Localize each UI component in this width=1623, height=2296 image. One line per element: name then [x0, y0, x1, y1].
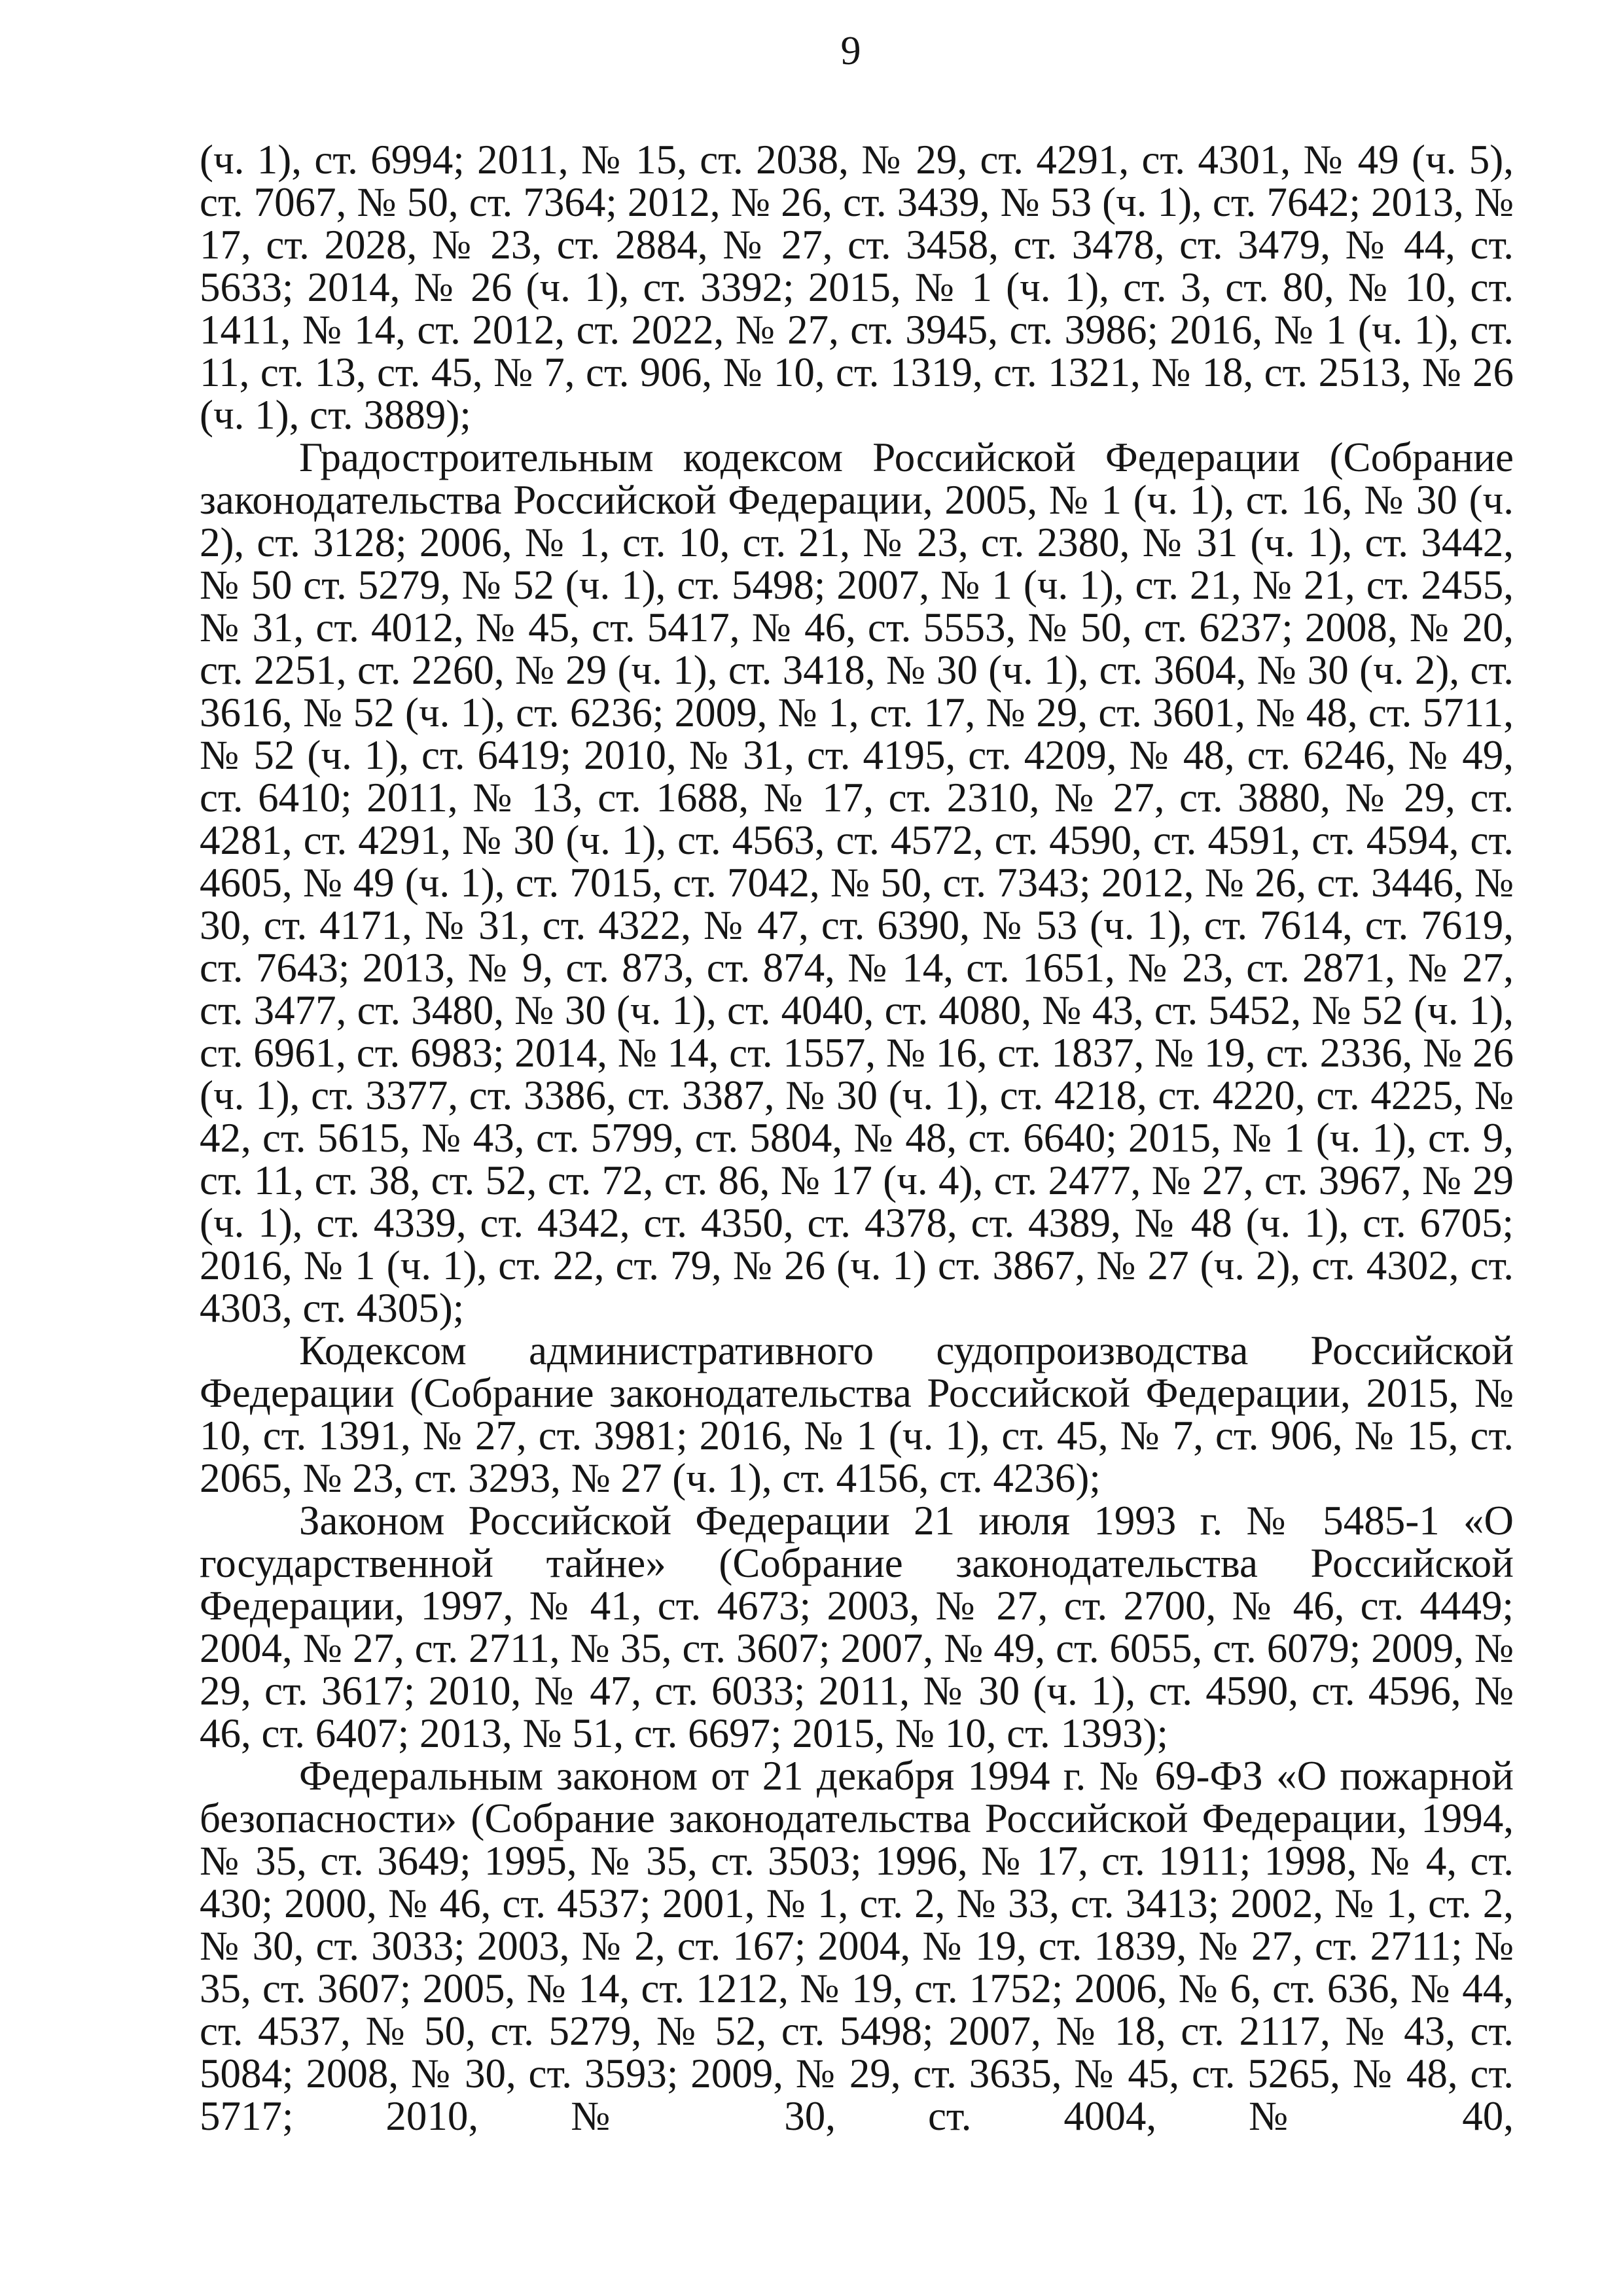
paragraph-fire-safety-law: Федеральным законом от 21 декабря 1994 г. № 69-ФЗ «О пожарной безопасности» (Собрание законодательства Российской Федерации, 1994, № 35, ст. 3649; 1995, № 35, ст. 3503; 1996, № 17, ст. 1911; 1998, № 4, ст. 430; 2000, № 46, ст. 4537; 2001, № 1, ст. 2, № 33, ст. 3413; 2002, № 1, ст. 2, № 30, ст. 3033; 2003, № 2, ст. 167; 2004, № 19, ст. 1839, № 27, ст. 2711; № 35, ст. 3607; 2005, № 14, ст. 1212, № 19, ст. 1752; 2006, № 6, ст. 636, № 44, ст. 4537, № 50, ст. 5279, № 52, ст. 5498; 2007, № 18, ст. 2117, № 43, ст. 5084; 2008, № 30, ст. 3593; 2009, № 29, ст. 3635, № 45, ст. 5265, № 48, ст. 5717; 2010, № 30, ст. 4004, № 40, — [200, 1753, 1514, 2139]
paragraph-urban-planning-code: Градостроительным кодексом Российской Федерации (Собрание законодательства Российской Федерации, 2005, № 1 (ч. 1), ст. 16, № 30 (ч. 2), ст. 3128; 2006, № 1, ст. 10, ст. 21, № 23, ст. 2380, № 31 (ч. 1), ст. 3442, № 50 ст. 5279, № 52 (ч. 1), ст. 5498; 2007, № 1 (ч. 1), ст. 21, № 21, ст. 2455, № 31, ст. 4012, № 45, ст. 5417, № 46, ст. 5553, № 50, ст. 6237; 2008, № 20, ст. 2251, ст. 2260, № 29 (ч. 1), ст. 3418, № 30 (ч. 1), ст. 3604, № 30 (ч. 2), ст. 3616, № 52 (ч. 1), ст. 6236; 2009, № 1, ст. 17, № 29, ст. 3601, № 48, ст. 5711, № 52 (ч. 1), ст. 6419; 2010, № 31, ст. 4195, ст. 4209, № 48, ст. 6246, № 49, ст. 6410; 2011, № 13, ст. 1688, № 17, ст. 2310, № 27, ст. 3880, № 29, ст. 4281, ст. 4291, № 30 (ч. 1), ст. 4563, ст. 4572, ст. 4590, ст. 4591, ст. 4594, ст. 4605, № 49 (ч. 1), ст. 7015, ст. 7042, № 50, ст. 7343; 2012, № 26, ст. 3446, № 30, ст. 4171, № 31, ст. 4322, № 47, ст. 6390, № 53 (ч. 1), ст. 7614, ст. 7619, ст. 7643; 2013, № 9, ст. 873, ст. 874, № 14, ст. 1651, № 23, ст. 2871, № 27, ст. 3477, ст. 3480, № 30 (ч. 1), ст. 4040, ст. 4080, № 43, ст. 5452, № 52 (ч. 1), ст. 6961, ст. 6983; 2014, № 14, ст. 1557, № 16, ст. 1837, № 19, ст. 2336, № 26 (ч. 1), ст. 3377, ст. 3386, ст. 3387, № 30 (ч. 1), ст. 4218, ст. 4220, ст. 4225, № 42, ст. 5615, № 43, ст. 5799, ст. 5804, № 48, ст. 6640; 2015, № 1 (ч. 1), ст. 9, ст. 11, ст. 38, ст. 52, ст. 72, ст. 86, № 17 (ч. 4), ст. 2477, № 27, ст. 3967, № 29 (ч. 1), ст. 4339, ст. 4342, ст. 4350, ст. 4378, ст. 4389, № 48 (ч. 1), ст. 6705; 2016, № 1 (ч. 1), ст. 22, ст. 79, № 26 (ч. 1) ст. 3867, № 27 (ч. 2), ст. 4302, ст. 4303, ст. 4305); — [200, 434, 1514, 1331]
paragraph-administrative-procedure-code: Кодексом административного судопроизводства Российской Федерации (Собрание законодательства Российской Федерации, 2015, № 10, ст. 1391, № 27, ст. 3981; 2016, № 1 (ч. 1), ст. 45, № 7, ст. 906, № 15, ст. 2065, № 23, ст. 3293, № 27 (ч. 1), ст. 4156, ст. 4236); — [200, 1328, 1514, 1501]
document-body — [200, 139, 1514, 2138]
page-number: 9 — [840, 29, 861, 73]
paragraph-state-secret-law: Законом Российской Федерации 21 июля 1993 г. № 5485-1 «О государственной тайне» (Собрание законодательства Российской Федерации, 1997, № 41, ст. 4673; 2003, № 27, ст. 2700, № 46, ст. 4449; 2004, № 27, ст. 2711, № 35, ст. 3607; 2007, № 49, ст. 6055, ст. 6079; 2009, № 29, ст. 3617; 2010, № 47, ст. 6033; 2011, № 30 (ч. 1), ст. 4590, ст. 4596, № 46, ст. 6407; 2013, № 51, ст. 6697; 2015, № 10, ст. 1393); — [200, 1498, 1514, 1756]
paragraph-continuation: (ч. 1), ст. 6994; 2011, № 15, ст. 2038, № 29, ст. 4291, ст. 4301, № 49 (ч. 5), ст. 7067, № 50, ст. 7364; 2012, № 26, ст. 3439, № 53 (ч. 1), ст. 7642; 2013, № 17, ст. 2028, № 23, ст. 2884, № 27, ст. 3458, ст. 3478, ст. 3479, № 44, ст. 5633; 2014, № 26 (ч. 1), ст. 3392; 2015, № 1 (ч. 1), ст. 3, ст. 80, № 10, ст. 1411, № 14, ст. 2012, ст. 2022, № 27, ст. 3945, ст. 3986; 2016, № 1 (ч. 1), ст. 11, ст. 13, ст. 45, № 7, ст. 906, № 10, ст. 1319, ст. 1321, № 18, ст. 2513, № 26 (ч. 1), ст. 3889); — [200, 137, 1514, 438]
